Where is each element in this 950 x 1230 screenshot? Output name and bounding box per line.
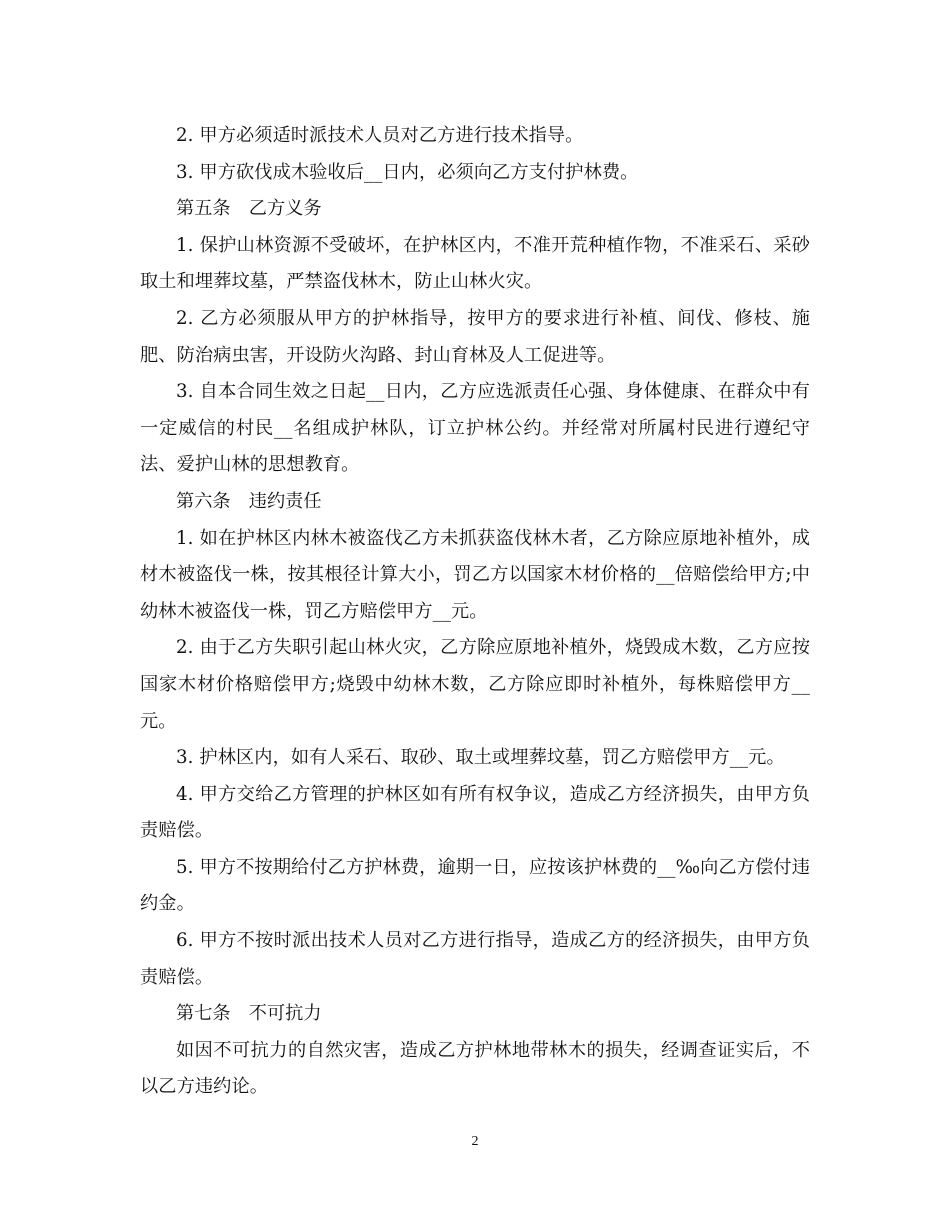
page-number: 2 bbox=[471, 1134, 479, 1149]
paragraph-clause-4-item-2: 2. 甲方必须适时派技术人员对乙方进行技术指导。 bbox=[176, 125, 584, 146]
document-body bbox=[140, 118, 810, 1106]
heading-article-5: 第五条 乙方义务 bbox=[176, 198, 322, 220]
paragraph-article-6-item-4: 4. 甲方交给乙方管理的护林区如有所有权争议，造成乙方经济损失，由甲方负责赔偿。 bbox=[140, 783, 810, 842]
paragraph-article-6-item-3: 3. 护林区内，如有人采石、取砂、取土或埋葬坟墓，罚乙方赔偿甲方__元。 bbox=[176, 747, 785, 769]
paragraph-clause-4-item-3: 3. 甲方砍伐成木验收后__日内，必须向乙方支付护林费。 bbox=[176, 161, 639, 183]
paragraph-article-5-item-2: 2. 乙方必须服从甲方的护林指导，按甲方的要求进行补植、间伐、修枝、施肥、防治病虫害，开设防火沟路、封山育林及人工促进等。 bbox=[140, 307, 810, 366]
paragraph-article-5-item-3: 3. 自本合同生效之日起__日内，乙方应选派责任心强、身体健康、在群众中有一定威信的村民__名组成护林队，订立护林公约。并经常对所属村民进行遵纪守法、爱护山林的思想教育。 bbox=[140, 381, 810, 476]
heading-article-6: 第六条 违约责任 bbox=[176, 490, 322, 512]
paragraph-article-7-body: 如因不可抗力的自然灾害，造成乙方护林地带林木的损失，经调查证实后，不以乙方违约论。 bbox=[140, 1039, 810, 1098]
paragraph-article-6-item-6: 6. 甲方不按时派出技术人员对乙方进行指导，造成乙方的经济损失，由甲方负责赔偿。 bbox=[140, 930, 810, 988]
paragraph-article-6-item-5: 5. 甲方不按期给付乙方护林费，逾期一日，应按该护林费的__‰向乙方偿付违约金。 bbox=[140, 856, 810, 915]
heading-article-7: 第七条 不可抗力 bbox=[176, 1003, 322, 1025]
paragraph-article-6-item-1: 1. 如在护林区内林木被盗伐乙方未抓获盗伐林木者，乙方除应原地补植外，成材木被盗伐一株，按其根径计算大小，罚乙方以国家木材价格的__倍赔偿给甲方;中幼林木被盗伐一株，罚乙方赔偿甲方__元。 bbox=[140, 527, 810, 622]
paragraph-article-6-item-2: 2. 由于乙方失职引起山林火灾，乙方除应原地补植外，烧毁成木数，乙方应按国家木材价格赔偿甲方;烧毁中幼林木数，乙方除应即时补植外，每株赔偿甲方__元。 bbox=[140, 637, 810, 732]
paragraph-article-5-item-1: 1. 保护山林资源不受破坏，在护林区内，不准开荒种植作物，不准采石、采砂取土和埋葬坟墓，严禁盗伐林木，防止山林火灾。 bbox=[140, 234, 810, 293]
